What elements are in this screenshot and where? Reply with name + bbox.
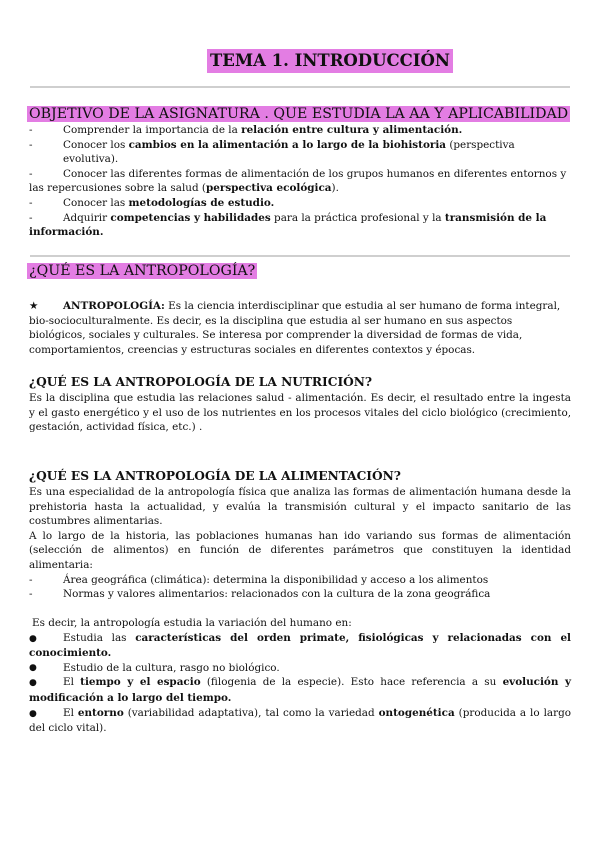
bullet-icon: ●	[29, 678, 37, 689]
item-bold-text: perspectiva ecológica	[205, 182, 332, 195]
dash-marker: -	[29, 211, 33, 224]
item-text: Conocer los	[63, 138, 129, 151]
section-heading-nutricion: ¿QUÉ ES LA ANTROPOLOGÍA DE LA NUTRICIÓN?	[29, 375, 373, 389]
item-text: ).	[331, 182, 339, 195]
item-text: (filogenia de la especie). Esto hace referencia a su	[200, 676, 503, 689]
list-item	[29, 167, 571, 196]
list-item	[29, 211, 571, 240]
list-item	[29, 196, 571, 211]
divider-line	[30, 86, 570, 88]
list-item	[29, 573, 571, 588]
bullet-icon: ●	[29, 708, 37, 719]
item-text: El	[63, 706, 78, 719]
definition-term: ANTROPOLOGÍA:	[63, 300, 165, 312]
antropologia-definition	[29, 299, 571, 357]
item-text: Área geográfica (climática): determina la disponibilidad y acceso a los alimentos	[63, 573, 489, 586]
list-item	[29, 587, 571, 602]
dash-marker: -	[29, 588, 33, 601]
dash-marker: -	[29, 124, 33, 136]
item-text: (producida a lo largo del ciclo vital).	[29, 706, 571, 735]
section-heading-alimentacion: ¿QUÉ ES LA ANTROPOLOGÍA DE LA ALIMENTACIÓN?	[29, 469, 401, 483]
list-item	[29, 675, 571, 705]
dash-marker: -	[29, 196, 33, 209]
list-item	[29, 138, 571, 167]
page-title: TEMA 1. INTRODUCCIÓN	[207, 49, 453, 73]
divider-line	[30, 255, 570, 257]
intro-text: Es decir, la antropología estudia la variación del humano en:	[32, 617, 352, 629]
item-text: Adquirir	[63, 211, 111, 224]
nutricion-text: Es la disciplina que estudia las relaciones salud - alimentación. Es decir, el resultado entre la ingesta y el gasto energético y el uso de los nutrientes en los procesos vitales del ciclo biológico (crecimiento, gestación, actividad física, etc.) .	[29, 392, 571, 434]
paragraph: Es una especialidad de la antropología física que analiza las formas de alimentación humana desde la prehistoria hasta la actualidad, y evalúa la transmisión cultural y el impacto sanitario de las costumbres alimentarias.	[29, 486, 571, 528]
alimentacion-body	[29, 485, 571, 602]
list-item	[29, 706, 571, 736]
item-text: El	[63, 676, 81, 689]
paragraph: A lo largo de la historia, las poblaciones humanas han ido variando sus formas de alimentación (selección de alimentos) en función de diferentes parámetros que constituyen la identidad alimentaria:	[29, 529, 571, 571]
bullet-icon: ●	[29, 633, 37, 644]
heading-highlight: ¿QUÉ ES LA ANTROPOLOGÍA?	[29, 263, 256, 279]
bullet-icon: ●	[29, 662, 37, 673]
dash-marker: -	[29, 573, 33, 586]
dash-marker: -	[29, 167, 33, 180]
item-bold-text: metodologías de estudio.	[128, 196, 275, 209]
heading-highlight: OBJETIVO DE LA ASIGNATURA . QUE ESTUDIA LA AA Y APLICABILIDAD	[29, 106, 569, 122]
item-bold-text: características del orden primate, fisiológicas y relacionadas con el conocimiento.	[29, 631, 572, 660]
item-bold-text: transmisión de la información.	[29, 211, 547, 239]
item-text: (variabilidad adaptativa), tal como la variedad	[123, 706, 379, 719]
item-bold-text: competencias y habilidades	[110, 211, 271, 224]
item-bold-text: entorno	[77, 706, 124, 719]
section-heading-objetivo	[27, 105, 570, 123]
item-text: (perspectiva evolutiva).	[63, 138, 515, 166]
list-item	[29, 631, 571, 661]
item-text: Conocer las diferentes formas de alimentación de los grupos humanos en diferentes entornos y las repercusiones sobre la salud (	[29, 167, 567, 195]
objectives-list	[29, 123, 571, 240]
item-text: Estudio de la cultura, rasgo no biológico.	[63, 661, 280, 674]
item-bold-text: relación entre cultura y alimentación.	[241, 124, 463, 136]
item-text: Estudia las	[63, 631, 136, 644]
variacion-section	[29, 616, 571, 736]
definition-text: Es la ciencia interdisciplinar que estudia al ser humano de forma integral, bio-socioculturalmente. Es decir, es la disciplina que estudia al ser humano en sus aspectos biológicos, sociales y culturales. Se interesa por comprender la diversidad de formas de vida, comportamientos, creencias y estructuras sociales en diferentes contextos y épocas.	[29, 300, 561, 356]
item-text: Comprender la importancia de la	[63, 124, 242, 136]
item-bold-text: evolución y modificación a lo largo del tiempo.	[29, 676, 571, 704]
dash-marker: -	[29, 138, 33, 151]
star-icon: ★	[29, 300, 39, 312]
item-text: Normas y valores alimentarios: relacionados con la cultura de la zona geográfica	[63, 588, 491, 601]
item-bold-text: cambios en la alimentación a lo largo de la biohistoria	[128, 138, 447, 151]
section-heading-antropologia	[27, 262, 257, 280]
list-item	[29, 123, 571, 138]
item-text: para la práctica profesional y la	[270, 211, 445, 224]
list-item	[29, 661, 571, 676]
item-bold-text: tiempo y el espacio	[80, 676, 201, 689]
item-bold-text: ontogenética	[378, 706, 455, 719]
item-text: Conocer las	[63, 196, 129, 209]
